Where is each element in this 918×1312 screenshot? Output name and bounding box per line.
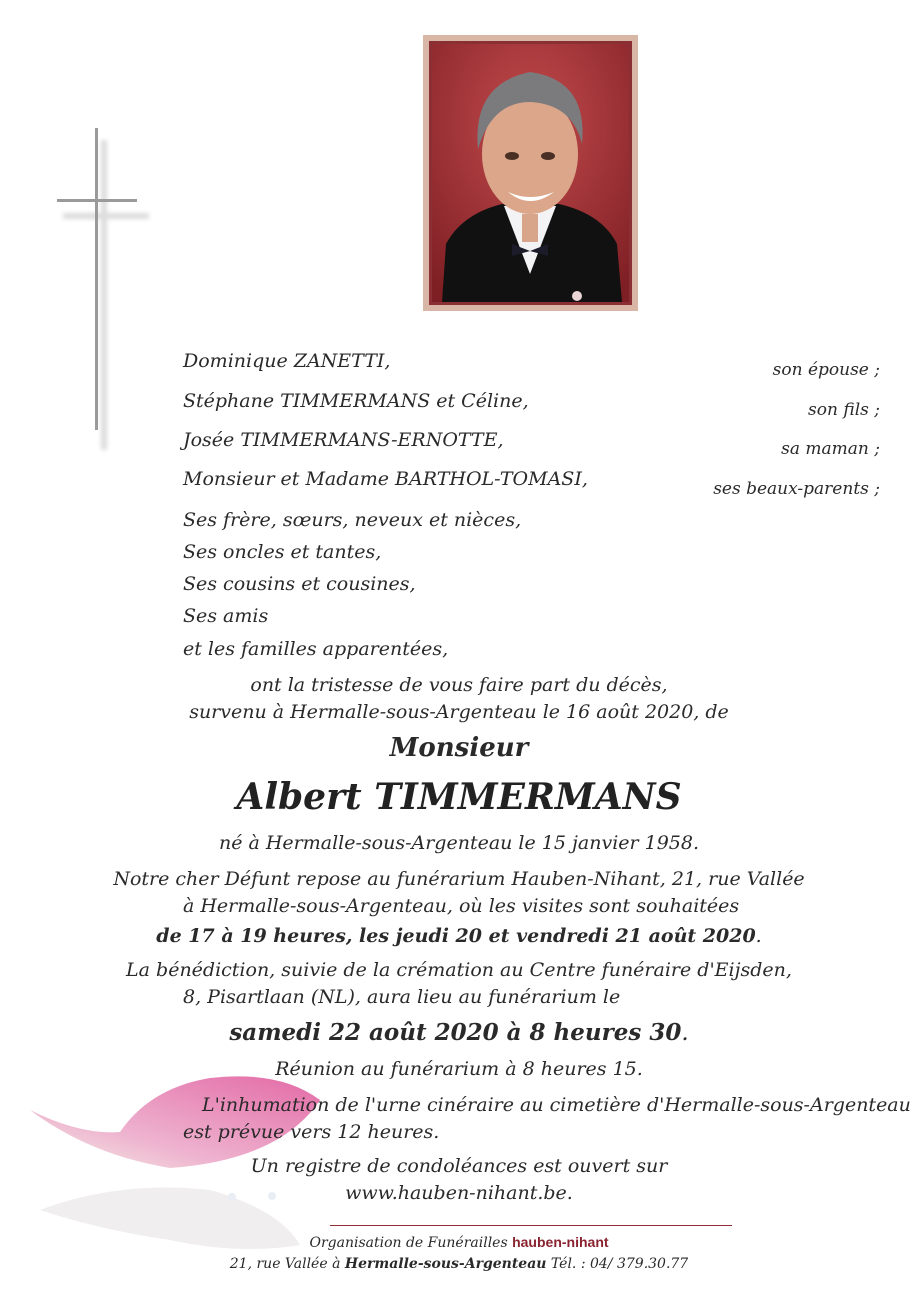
visit-hours [0,925,918,947]
birth-line: né à Hermalle-sous-Argenteau le 15 janvier 1958. [218,832,700,854]
footer-org-prefix: Organisation de Funérailles [309,1235,513,1251]
register-url: www.hauben-nihant.be. [345,1182,573,1204]
intro-line: survenu à Hermalle-sous-Argenteau le 16 août 2020, de [189,701,729,723]
relatives-line: et les familles apparentées, [183,638,449,660]
footer-divider [330,1225,732,1226]
family-relation: son fils ; [808,400,880,420]
family-name: Stéphane TIMMERMANS et Céline, [183,390,529,412]
relatives-line: Ses frère, sœurs, neveux et nièces, [183,509,522,531]
footer-address [0,1256,918,1272]
register-line: Un registre de condoléances est ouvert sur [250,1155,668,1177]
cross-icon-bar [57,199,137,202]
intro-line: ont la tristesse de vous faire part du décès, [250,674,668,696]
deceased-name: Albert TIMMERMANS [236,776,682,818]
burial-line: est prévue vers 12 heures. [183,1121,440,1143]
burial-line: L'inhumation de l'urne cinéraire au cimetière d'Hermalle-sous-Argenteau [202,1094,911,1116]
relatives-line: Ses oncles et tantes, [183,541,382,563]
visit-line: Notre cher Défunt repose au funérarium Hauben-Nihant, 21, rue Vallée [113,868,805,890]
family-relation: son épouse ; [772,360,880,380]
cross-shadow [101,140,107,450]
footer-organisation [0,1234,918,1251]
cross-icon [95,128,98,430]
family-name: Josée TIMMERMANS-ERNOTTE, [183,429,504,451]
family-relation: sa maman ; [781,439,880,459]
brand-logo: hauben-nihant [512,1234,609,1250]
deceased-title: Monsieur [389,733,529,763]
ceremony-line: 8, Pisartlaan (NL), aura lieu au funérarium le [183,986,621,1008]
visit-hours-text: de 17 à 19 heures, les jeudi 20 et vendredi 21 août 2020 [156,925,756,947]
portrait-photo [432,44,629,302]
footer-phone: Tél. : 04/ 379.30.77 [546,1256,689,1272]
family-name: Monsieur et Madame BARTHOL-TOMASI, [183,468,588,490]
footer-town: Hermalle-sous-Argenteau [344,1256,547,1272]
ceremony-date-end: . [681,1020,689,1046]
family-name: Dominique ZANETTI, [183,350,391,372]
cross-shadow-bar [63,213,149,219]
relatives-line: Ses cousins et cousines, [183,573,416,595]
meeting-line: Réunion au funérarium à 8 heures 15. [275,1058,643,1080]
family-relation: ses beaux-parents ; [713,479,880,499]
relatives-line: Ses amis [183,605,269,627]
visit-hours-end: . [755,925,762,947]
ceremony-date-text: samedi 22 août 2020 à 8 heures 30 [229,1019,682,1046]
visit-line: à Hermalle-sous-Argenteau, où les visites sont souhaitées [183,895,740,917]
footer-addr-prefix: 21, rue Vallée à [229,1256,345,1272]
ceremony-line: La bénédiction, suivie de la crémation au Centre funéraire d'Eijsden, [126,959,792,981]
portrait-frame [423,35,638,311]
